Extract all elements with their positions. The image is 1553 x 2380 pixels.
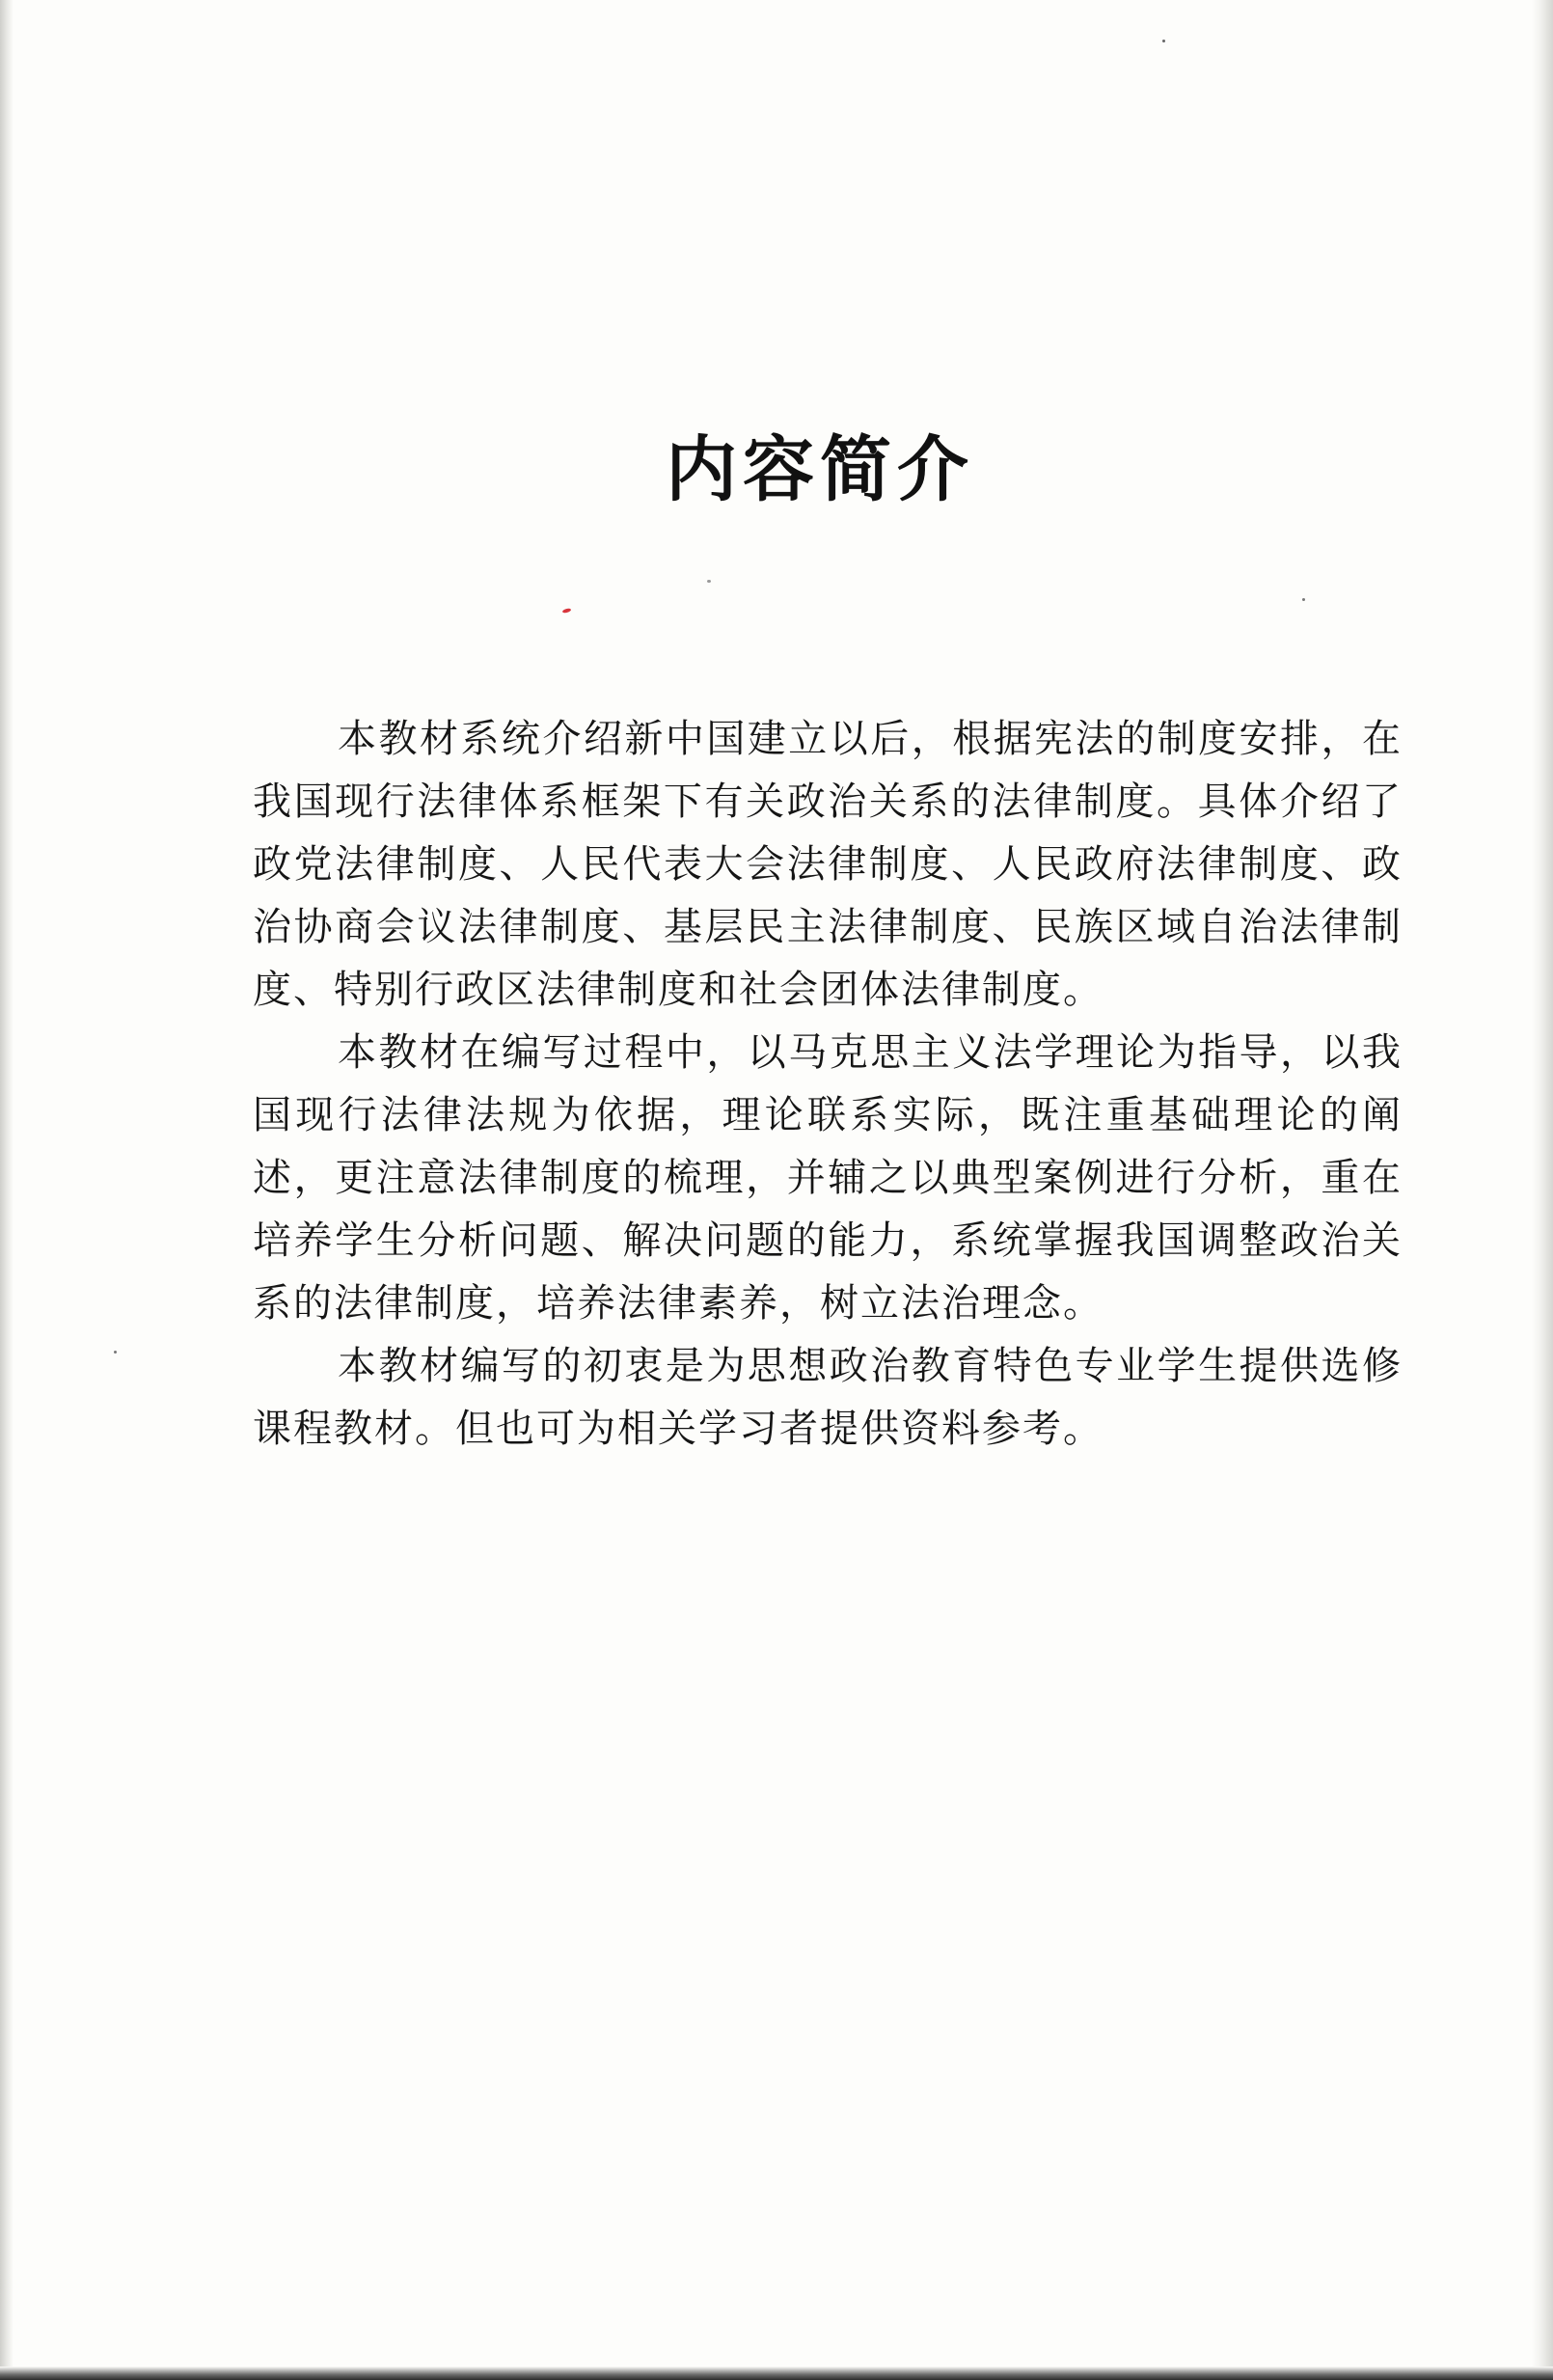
page-edge-right	[1532, 0, 1553, 2380]
paragraph: 本教材在编写过程中，以马克思主义法学理论为指导，以我国现行法律法规为依据，理论联系实际，既注重基础理论的阐述，更注意法律制度的梳理，并辅之以典型案例进行分析，重在培养学生分析问题、解决问题的能力，系统掌握我国调整政治关系的法律制度，培养法律素养，树立法治理念。	[253, 1030, 1403, 1326]
scan-speck	[114, 1351, 117, 1354]
page-edge-bottom	[0, 2366, 1553, 2380]
paragraph: 本教材编写的初衷是为思想政治教育特色专业学生提供选修课程教材。但也可为相关学习者提供资料参考。	[253, 1344, 1403, 1451]
scan-speck	[707, 580, 711, 583]
page-edge-left	[0, 0, 14, 2380]
page-title: 内容简介	[666, 428, 974, 511]
scan-speck	[562, 608, 572, 614]
scan-speck	[1302, 598, 1305, 601]
scan-speck	[1162, 40, 1165, 42]
paragraph: 本教材系统介绍新中国建立以后，根据宪法的制度安排，在我国现行法律体系框架下有关政治关系的法律制度。具体介绍了政党法律制度、人民代表大会法律制度、人民政府法律制度、政治协商会议法律制度、基层民主法律制度、民族区域自治法律制度、特别行政区法律制度和社会团体法律制度。	[253, 717, 1403, 1012]
content-body	[253, 708, 1403, 1461]
